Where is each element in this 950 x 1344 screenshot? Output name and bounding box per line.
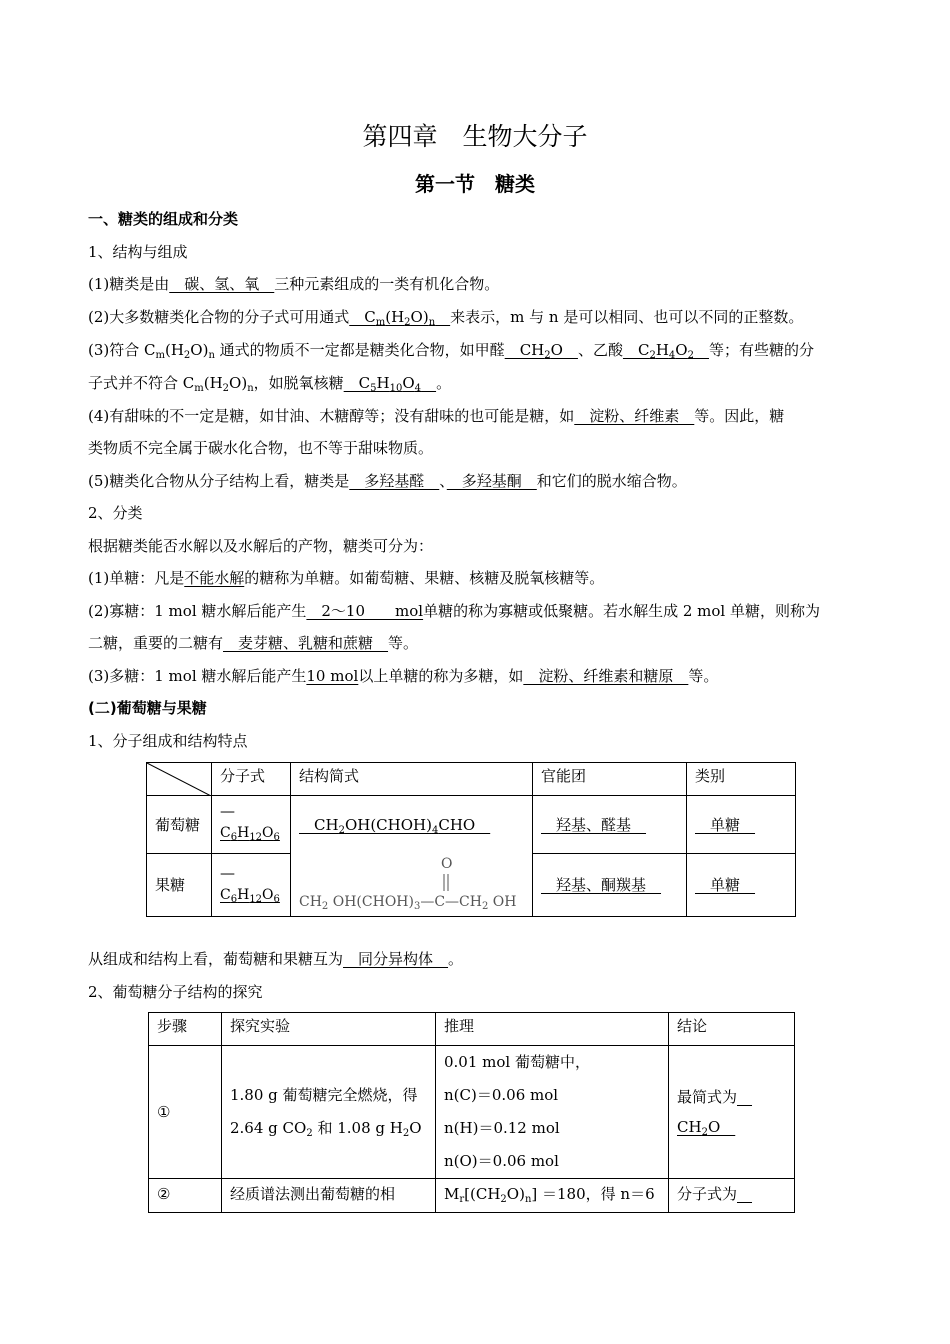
table1-row-fructose-structure — [291, 854, 533, 917]
table1-row-glucose-name: 葡萄糖 — [147, 796, 212, 854]
blank-elements: 碳、氢、氧 — [169, 275, 275, 293]
table1-row-glucose-formula: — $C_6H_{12}O_6$ — [212, 796, 291, 854]
paragraph-3a: (3)符合 $C_m(H_2O)_n$ 通式的物质不一定都是糖类化合物，如甲醛 $CH_2O$ 、乙酸 $C_2H_4O_2$ 等；有些糖的分 — [88, 341, 814, 361]
table1-header-group: 官能团 — [533, 763, 687, 796]
paragraph-3b: 子式并不符合 $C_m(H_2O)_n$，如脱氧核糖 $C_5H_{10}O_4$ 。 — [88, 374, 452, 394]
table1-header-structure: 结构简式 — [291, 763, 533, 796]
blank-isomer: 同分异构体 — [343, 950, 449, 968]
blank-polysaccharides: 淀粉、纤维素和糖原 — [523, 667, 689, 685]
heading-glucose-fructose: (二)葡萄糖与果糖 — [88, 699, 207, 717]
paragraph-4b: 类物质不完全属于碳水化合物，也不等于甜味物质。 — [88, 439, 434, 457]
classification-1: (1)单糖：凡是不能水解的糖称为单糖。如葡萄糖、果糖、核糖及脱氧核糖等。 — [88, 569, 605, 587]
subheading-classification: 2、分类 — [88, 504, 143, 522]
table2-row1-conclusion: 最简式为__ $CH_2O$ — [669, 1046, 795, 1179]
subheading-glucose-exploration: 2、葡萄糖分子结构的探究 — [88, 983, 263, 1001]
table2-header-experiment: 探究实验 — [222, 1013, 436, 1046]
blank-general-formula: $C_m(H_2O)_n$ — [349, 308, 436, 328]
table1-row-fructose-name: 果糖 — [147, 854, 212, 917]
table2-row1-experiment: 1.80 g 葡萄糖完全燃烧，得 2.64 g $CO_2$ 和 1.08 g $H_2O$ — [222, 1046, 436, 1179]
table1-header-category: 类别 — [687, 763, 796, 796]
blank-polyhydroxy-aldehyde: 多羟基醛 — [349, 472, 440, 490]
table1-row-fructose-category: 单糖 — [687, 854, 796, 917]
table2-row1-reasoning: 0.01 mol 葡萄糖中， n(C)＝0.06 mol n(H)＝0.12 mol n(O)＝0.06 mol — [436, 1046, 669, 1179]
classification-2a: (2)寡糖：1 mol 糖水解后能产生 2～10 mol单糖的称为寡糖或低聚糖。若水解生成 2 mol 单糖，则称为 — [88, 602, 820, 620]
paragraph-2: (2)大多数糖类化合物的分子式可用通式 $C_m(H_2O)_n$ 来表示，m 与 n 是可以相同、也可以不同的正整数。 — [88, 308, 804, 328]
classification-intro: 根据糖类能否水解以及水解后的产物，糖类可分为： — [88, 537, 434, 555]
blank-deoxyribose: $C_5H_{10}O_4$ — [343, 374, 422, 394]
diagonal-line — [147, 763, 211, 796]
isomer-sentence: 从组成和结构上看，葡萄糖和果糖互为 同分异构体 。 — [88, 950, 464, 968]
blank-acetic-acid: $C_2H_4O_2$ — [622, 341, 694, 361]
table2-row2-conclusion: 分子式为__ — [669, 1179, 795, 1213]
table2-header-reasoning: 推理 — [436, 1013, 669, 1046]
blank-2-10-mol: 2～10 mol — [306, 602, 424, 620]
table1-row-glucose-category: 单糖 — [687, 796, 796, 854]
table1-row-glucose-group: 羟基、醛基 — [533, 796, 687, 854]
table1-row-glucose-structure: $CH_2OH(CHOH)_4CHO$ — [291, 796, 533, 854]
table1-row-fructose-formula: — $C_6H_{12}O_6$ — [212, 854, 291, 917]
glucose-fructose-table — [146, 762, 796, 917]
fructose-structure-text: $CH_2$ $OH(CHOH)_3—C—CH_2$ OH — [299, 893, 517, 912]
glucose-exploration-table — [148, 1012, 795, 1213]
paragraph-1: (1)糖类是由 碳、氢、氧 三种元素组成的一类有机化合物。 — [88, 275, 500, 293]
table2-header-conclusion: 结论 — [669, 1013, 795, 1046]
classification-3: (3)多糖：1 mol 糖水解后能产生10 mol以上单糖的称为多糖，如 淀粉、纤维素和糖原 等。 — [88, 667, 719, 685]
blank-starch-cellulose: 淀粉、纤维素 — [574, 407, 695, 425]
blank-formaldehyde: $CH_2O$ — [504, 341, 578, 361]
table1-row-fructose-group: 羟基、酮羰基 — [533, 854, 687, 917]
table2-row2-reasoning: $M_r[(CH_2O)_n] =180$，得 n＝6 — [436, 1179, 669, 1213]
table1-corner-cell — [147, 763, 212, 796]
section-title: 第一节 糖类 — [415, 172, 535, 196]
blank-10-mol: 10 mol — [306, 667, 359, 685]
subheading-molecular-structure: 1、分子组成和结构特点 — [88, 732, 248, 750]
blank-polyhydroxy-ketone: 多羟基酮 — [446, 472, 537, 490]
table2-row2-step: ② — [149, 1179, 222, 1213]
table2-header-step: 步骤 — [149, 1013, 222, 1046]
heading-composition: 一、糖类的组成和分类 — [88, 210, 239, 228]
classification-2b: 二糖，重要的二糖有 麦芽糖、乳糖和蔗糖 等。 — [88, 634, 419, 652]
table2-row2-experiment: 经质谱法测出葡萄糖的相 — [222, 1179, 436, 1213]
table2-row1-step: ① — [149, 1046, 222, 1179]
chapter-title: 第四章 生物大分子 — [362, 122, 588, 151]
table1-header-formula: 分子式 — [212, 763, 291, 796]
paragraph-4a: (4)有甜味的不一定是糖，如甘油、木糖醇等；没有甜味的也可能是糖，如 淀粉、纤维素 等。因此，糖 — [88, 407, 785, 425]
subheading-structure: 1、结构与组成 — [88, 243, 188, 261]
paragraph-5: (5)糖类化合物从分子结构上看，糖类是 多羟基醛 、 多羟基酮 和它们的脱水缩合物。 — [88, 472, 687, 490]
blank-not-hydrolyzable: 不能水解 — [184, 569, 245, 587]
carbonyl-oxygen: O — [441, 855, 453, 872]
blank-empirical-formula: $CH_2O$ — [677, 1118, 736, 1138]
blank-disaccharides: 麦芽糖、乳糖和蔗糖 — [223, 634, 389, 652]
fructose-structure-drawing — [291, 854, 532, 916]
